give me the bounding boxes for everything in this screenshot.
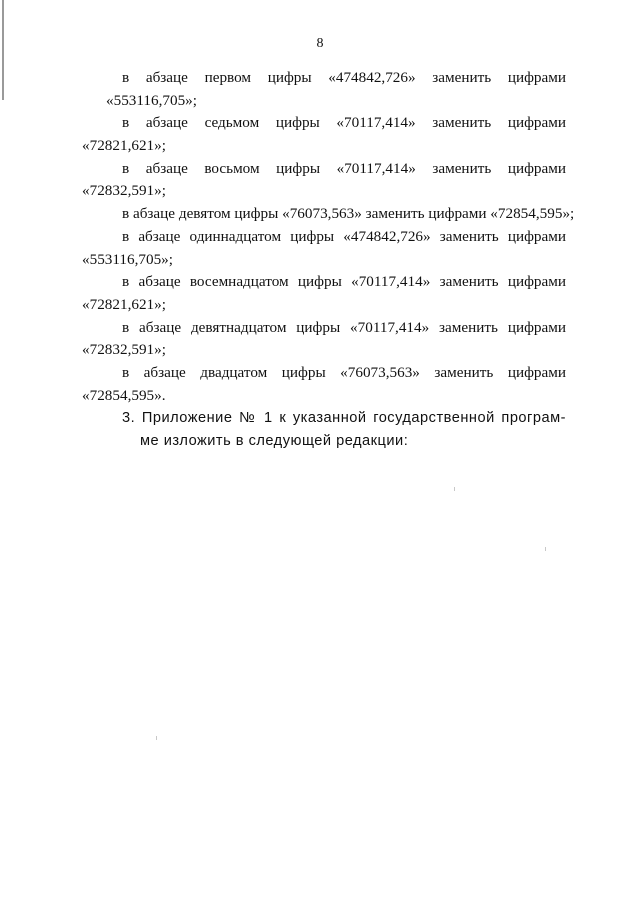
doc-line-17: ме изложить в следующей редакции: [140, 433, 409, 449]
doc-line-1: в абзаце первом цифры «474842,726» заменить цифрами [122, 69, 566, 86]
doc-line-10: в абзаце восемнадцатом цифры «70117,414» заменить цифрами [122, 273, 566, 291]
doc-line-4: «72821,621»; [82, 137, 166, 155]
doc-line-2: «553116,705»; [106, 91, 197, 109]
doc-line-14: в абзаце двадцатом цифры «76073,563» заменить цифрами [122, 363, 566, 381]
scan-speck [156, 736, 157, 740]
doc-line-15: «72854,595». [82, 386, 166, 404]
doc-line-3: в абзаце седьмом цифры «70117,414» заменить цифрами [122, 114, 566, 132]
doc-line-8: в абзаце одиннадцатом цифры «474842,726» заменить цифрами [122, 227, 566, 245]
doc-line-16: 3. Приложение № 1 к указанной государственной програм- [122, 410, 566, 427]
scan-speck [454, 487, 455, 491]
doc-line-13: «72832,591»; [82, 341, 166, 359]
doc-line-12: в абзаце девятнадцатом цифры «70117,414» заменить цифрами [122, 318, 566, 336]
doc-line-7: в абзаце девятом цифры «76073,563» заменить цифрами «72854,595»; [122, 205, 575, 223]
page-number: 8 [316, 36, 324, 51]
doc-line-5: в абзаце восьмом цифры «70117,414» заменить цифрами [122, 159, 566, 177]
document-body [82, 67, 575, 453]
doc-line-11: «72821,621»; [82, 295, 166, 313]
scan-speck [545, 547, 546, 551]
doc-line-9: «553116,705»; [82, 250, 173, 268]
doc-line-6: «72832,591»; [82, 182, 166, 200]
